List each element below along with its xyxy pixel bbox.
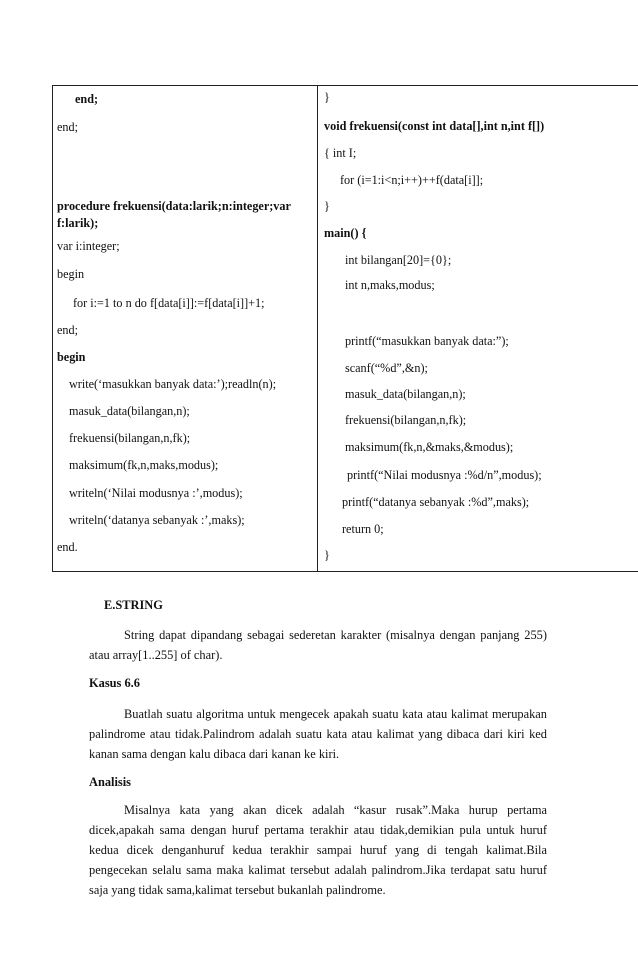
case-paragraph: Buatlah suatu algoritma untuk mengecek apakah suatu kata atau kalimat merupakan palindrome atau tidak.Palindrom adalah suatu kata atau kalimat yang dibaca dari kiri ked kanan sama dengan kalu dibaca dari kanan ke kiri.: [89, 707, 547, 761]
code-line: scanf(“%d”,&n);: [345, 361, 428, 375]
section-heading: E.STRING: [104, 598, 163, 612]
code-line: maksimum(fk,n,maks,modus);: [69, 458, 219, 472]
code-line: printf(“masukkan banyak data:”);: [345, 334, 509, 348]
code-line: begin: [57, 267, 85, 281]
code-line: masuk_data(bilangan,n);: [345, 387, 466, 401]
code-line: }: [324, 548, 330, 562]
code-line: procedure frekuensi(data:larik;n:integer;var: [57, 199, 291, 213]
code-line: for i:=1 to n do f[data[i]]:=f[data[i]]+1;: [73, 296, 265, 310]
code-line: { int I;: [324, 146, 357, 160]
code-line: write(‘masukkan banyak data:’);readln(n);: [69, 377, 277, 391]
code-line: printf(“Nilai modusnya :%d/n”,modus);: [347, 468, 542, 482]
code-line: end;: [75, 92, 99, 106]
code-line: masuk_data(bilangan,n);: [69, 404, 190, 418]
code-line: writeln(‘Nilai modusnya :’,modus);: [69, 486, 243, 500]
analysis-heading: Analisis: [89, 775, 132, 789]
code-line: for (i=1:i<n;i++)++f(data[i]];: [340, 173, 484, 187]
code-line: f:larik);: [57, 216, 99, 230]
code-comparison-table: [52, 85, 638, 572]
code-line: }: [324, 199, 330, 213]
case-heading: Kasus 6.6: [89, 676, 140, 690]
code-line: end;: [57, 120, 78, 134]
code-line: begin: [57, 350, 86, 364]
code-line: int bilangan[20]={0};: [345, 253, 452, 267]
code-line: return 0;: [342, 522, 384, 536]
code-line: void frekuensi(const int data[],int n,int f[]): [324, 119, 545, 133]
code-line: var i:integer;: [57, 239, 120, 253]
code-line: }: [324, 90, 330, 104]
column-divider: [317, 86, 318, 571]
string-paragraph: String dapat dipandang sebagai sederetan karakter (misalnya dengan panjang 255) atau array[1..255] of char).: [89, 628, 547, 662]
code-line: frekuensi(bilangan,n,fk);: [345, 413, 467, 427]
analysis-paragraph: Misalnya kata yang akan dicek adalah “kasur rusak”.Maka hurup pertama dicek,apakah sama dengan huruf pertama terakhir atau tidak,demikian pula untuk huruf kedua dicek denganhuruf kedua terakhir sampai huruf yang di tengah kalimat.Bila pengecekan selalu sama maka kalimat tersebut adalah palindrom.Jika terdapat satu huruf saja yang tidak sama,kalimat tersebut bukanlah palindrome.: [89, 803, 547, 897]
code-line: printf(“datanya sebanyak :%d”,maks);: [342, 495, 530, 509]
code-line: frekuensi(bilangan,n,fk);: [69, 431, 191, 445]
code-line: writeln(‘datanya sebanyak :’,maks);: [69, 513, 245, 527]
code-line: end.: [57, 540, 78, 554]
code-line: maksimum(fk,n,&maks,&modus);: [345, 440, 514, 454]
code-line: end;: [57, 323, 78, 337]
code-line: main() {: [324, 226, 367, 240]
code-line: int n,maks,modus;: [345, 278, 435, 292]
